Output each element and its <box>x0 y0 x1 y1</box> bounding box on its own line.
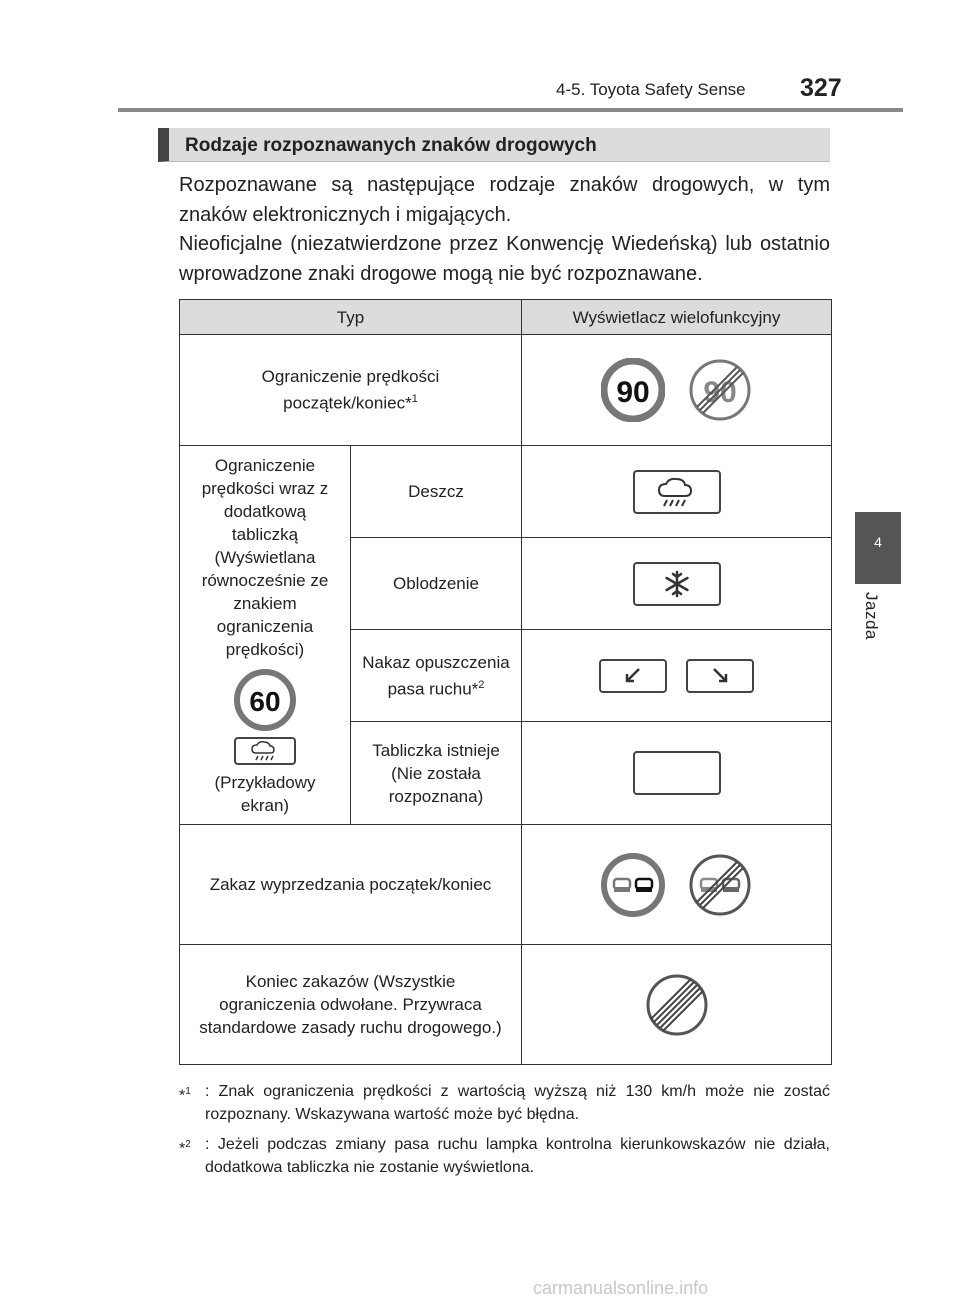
chapter-number: 4 <box>874 534 882 550</box>
display-cell-end-restrictions <box>522 945 832 1065</box>
speed-limit-60-sign-icon <box>234 669 296 731</box>
unrecognized-plate-label: Tabliczka istnieje (Nie została rozpoznana) <box>351 722 522 825</box>
snowflake-panel-icon <box>633 562 721 606</box>
footnote-1-text: : Znak ograniczenia prędkości z wartością wyższą niż 130 km/h może nie zostać rozpoznany. Wskazywana wartość może być błędna. <box>205 1083 830 1123</box>
section-title-text: Rodzaje rozpoznawanych znaków drogowych <box>185 135 597 156</box>
ice-label: Oblodzenie <box>351 538 522 630</box>
header-section: 4-5. Toyota Safety Sense <box>556 80 746 99</box>
display-cell-speed-limit <box>522 335 832 446</box>
speed-limit-90-value: 90 <box>616 376 650 409</box>
col-header-type: Typ <box>180 300 522 335</box>
lane-exit-label: Nakaz opuszczenia pasa ruchu* <box>362 652 510 699</box>
table-row <box>180 825 832 945</box>
table-row <box>180 446 832 538</box>
right-lane-arrow-icon <box>686 659 754 693</box>
no-overtaking-sign-icon <box>601 853 665 917</box>
chapter-tab <box>855 512 901 584</box>
display-cell-rain <box>522 446 832 538</box>
footnote-2: *$^2$ : Jeżeli podczas zmiany pasa ruchu lampka kontrolna kierunkowskazów nie działa, dodatkowa tabliczka nie zostanie wyświetlona. <box>179 1133 830 1179</box>
display-cell-lane-exit <box>522 630 832 722</box>
end-all-restrictions-sign-icon <box>645 973 709 1037</box>
col-header-display: Wyświetlacz wielofunkcyjny <box>522 300 832 335</box>
rain-label: Deszcz <box>351 446 522 538</box>
intro-paragraph: Rozpoznawane są następujące rodzaje znaków drogowych, w tym znaków elektronicznych i migających. <box>179 174 830 226</box>
page-number: 327 <box>800 74 842 102</box>
left-lane-arrow-icon <box>599 659 667 693</box>
footnote-2-text: : Jeżeli podczas zmiany pasa ruchu lampka kontrolna kierunkowskazów nie działa, dodatkowa tabliczka nie zostanie wyświetlona. <box>205 1136 830 1176</box>
end-restrictions-cell: Koniec zakazów (Wszystkie ograniczenia odwołane. Przywraca standardowe zasady ruchu drogowego.) <box>180 945 522 1065</box>
display-cell-no-overtaking <box>522 825 832 945</box>
display-cell-ice <box>522 538 832 630</box>
lane-exit-cell <box>351 630 522 722</box>
table-row <box>180 945 832 1065</box>
type-cell-supplementary: Ograniczenie prędkości wraz z dodatkową tabliczką (Wyświetlana równocześnie ze znakiem ograniczenia prędkości) 60 (Przykładowy ekran) <box>180 446 351 825</box>
type-cell-speed-limit <box>180 335 522 446</box>
footnote-ref-2: 2 <box>478 678 485 691</box>
no-overtaking-label: Zakaz wyprzedzania początek/koniec <box>180 825 522 945</box>
chapter-label: Jazda <box>862 592 881 640</box>
footnote-ref-1: 1 <box>411 393 418 406</box>
speed-limit-90-sign-icon <box>601 358 665 422</box>
section-title <box>158 128 830 162</box>
display-cell-unrecognized <box>522 722 832 825</box>
end-no-overtaking-sign-icon <box>688 853 752 917</box>
speed-limit-label: Ograniczenie prędkości początek/koniec* <box>261 367 440 413</box>
note-paragraph: Nieoficjalne (niezatwierdzone przez Konwencję Wiedeńską) lub ostatnio wprowadzone znaki drogowe mogą nie być rozpoznawane. <box>179 233 830 285</box>
sign-types-table <box>179 299 832 1065</box>
footnote-1: *$^1$ : Znak ograniczenia prędkości z wartością wyższą niż 130 km/h może nie zostać rozpoznany. Wskazywana wartość może być błędna. <box>179 1080 830 1126</box>
end-speed-limit-90-value: 90 <box>703 376 737 409</box>
rain-plate-icon <box>234 737 296 765</box>
rain-panel-icon <box>633 470 721 514</box>
header-rule <box>118 108 903 112</box>
end-speed-limit-90-sign-icon <box>688 358 752 422</box>
table-header-row <box>180 300 832 335</box>
blank-plate-icon <box>633 751 721 795</box>
watermark: carmanualsonline.info <box>533 1278 709 1298</box>
speed-limit-60-value: 60 <box>249 685 281 717</box>
table-row <box>180 335 832 446</box>
